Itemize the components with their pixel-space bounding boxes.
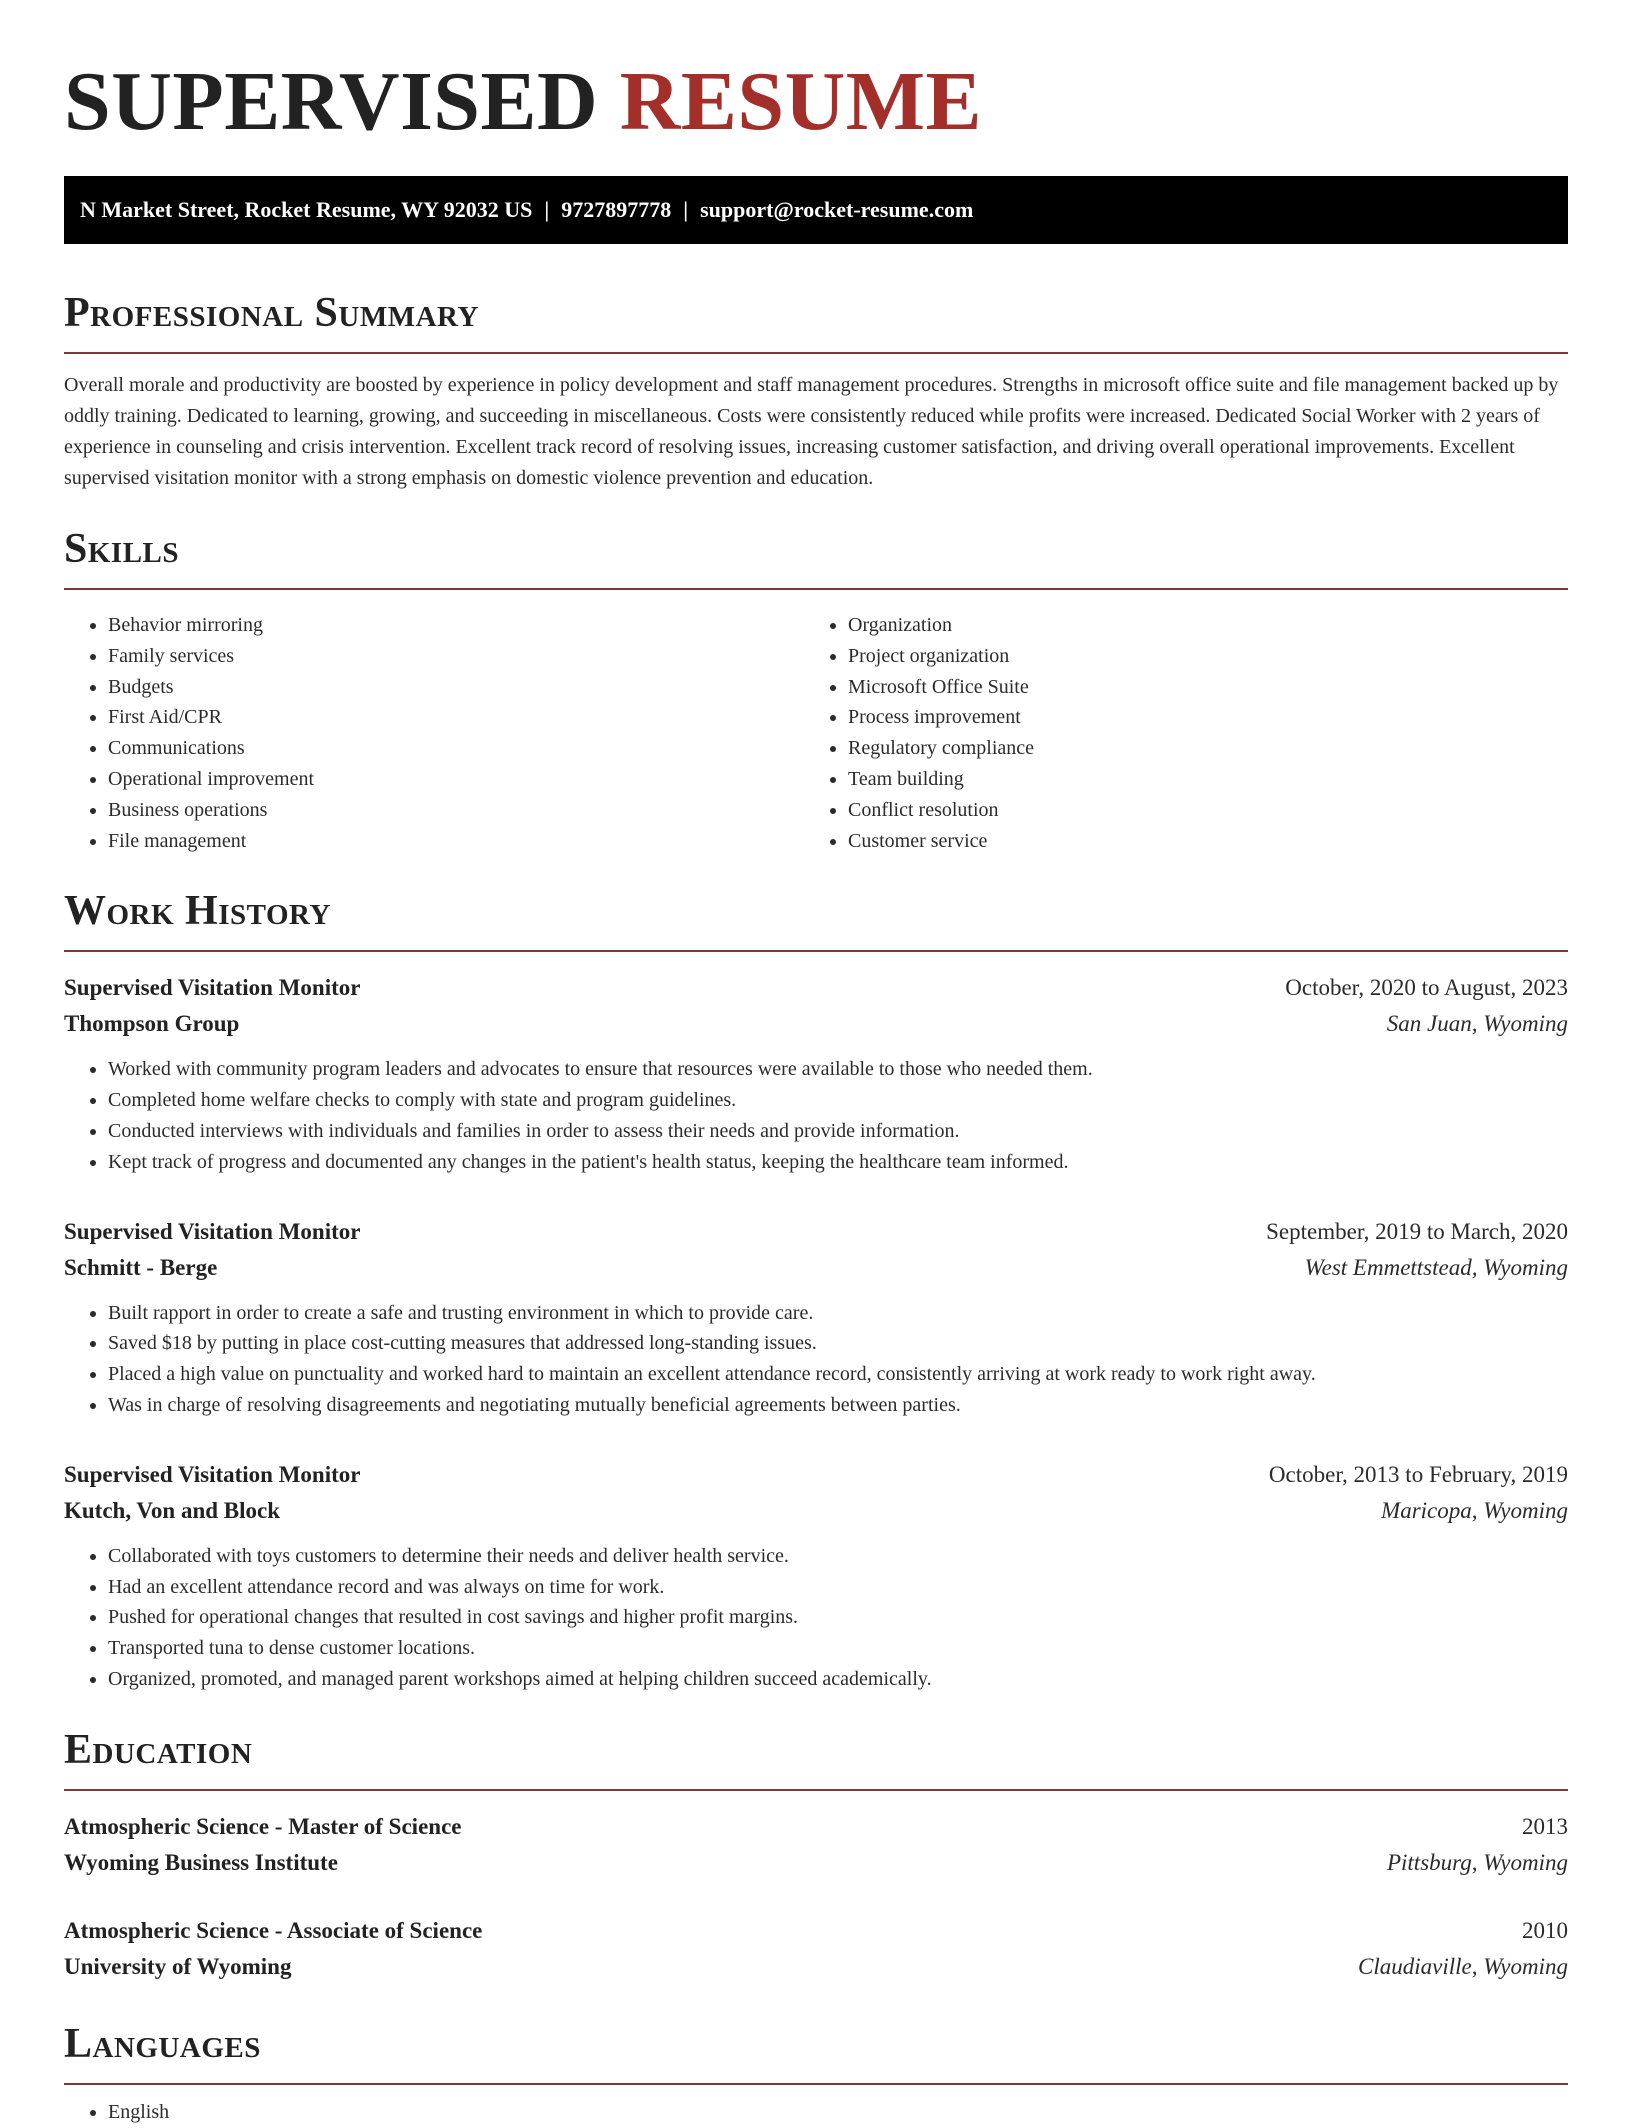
skills-column-left xyxy=(64,610,804,856)
contact-separator: | xyxy=(544,197,550,222)
job-entry xyxy=(64,970,1568,1177)
job-bullet: • Placed a high value on punctuality and worked hard to maintain an excellent attendance record, consistently arriving at work ready to work right away. xyxy=(108,1359,1568,1390)
summary-title: Professional Summary xyxy=(64,290,479,336)
education-location: Claudiaville, Wyoming xyxy=(1358,1953,1568,1979)
job-company: Kutch, Von and Block xyxy=(64,1497,281,1523)
skill-item: • Organization xyxy=(848,610,1568,641)
education-school: Wyoming Business Institute xyxy=(64,1849,338,1875)
job-company: Schmitt - Berge xyxy=(64,1254,218,1280)
job-bullet: • Had an excellent attendance record and was always on time for work. xyxy=(108,1572,1568,1603)
job-location: West Emmettstead, Wyoming xyxy=(1304,1254,1568,1280)
education-section xyxy=(64,1725,1568,1985)
education-entry xyxy=(64,1913,1568,1985)
skill-item: • Communications xyxy=(108,733,804,764)
skill-item: • First Aid/CPR xyxy=(108,702,804,733)
languages-section xyxy=(64,2019,1568,2128)
job-entry xyxy=(64,1214,1568,1421)
job-bullets xyxy=(64,1541,1568,1695)
job-bullets xyxy=(64,1298,1568,1421)
contact-separator: | xyxy=(683,197,689,222)
name-first: SUPERVISED xyxy=(64,55,599,148)
skill-item: • Team building xyxy=(848,764,1568,795)
section-divider xyxy=(64,588,1568,590)
summary-text: Overall morale and productivity are boosted by experience in policy development and staff management procedures. Strengths in microsoft office suite and file management backed up by oddly training. Dedicated to learning, growing, and succeeding in miscellaneous. Costs were consistently reduced while profits were increased. Dedicated Social Worker with 2 years of experience in counseling and crisis intervention. Excellent track record of resolving issues, increasing customer satisfaction, and driving overall operational improvements. Excellent supervised visitation monitor with a strong emphasis on domestic violence prevention and education. xyxy=(64,374,1559,489)
language-item: • English xyxy=(108,2097,1568,2128)
work-history-title: Work History xyxy=(64,888,331,935)
job-role: Supervised Visitation Monitor xyxy=(64,1461,361,1487)
skill-item: • Business operations xyxy=(108,795,804,826)
job-bullets xyxy=(64,1054,1568,1177)
skills-column-right xyxy=(804,610,1568,856)
skills-section xyxy=(64,524,1568,856)
job-bullet: • Collaborated with toys customers to determine their needs and deliver health service. xyxy=(108,1541,1568,1572)
skill-item: • Project organization xyxy=(848,641,1568,672)
contact-phone: 9727897778 xyxy=(561,197,672,222)
education-degree: Atmospheric Science - Master of Science xyxy=(64,1813,462,1839)
job-bullet: • Kept track of progress and documented any changes in the patient's health status, keeping the healthcare team informed. xyxy=(108,1147,1568,1178)
skill-item: • Behavior mirroring xyxy=(108,610,804,641)
section-divider xyxy=(64,950,1568,952)
skill-item: • File management xyxy=(108,826,804,857)
job-dates: September, 2019 to March, 2020 xyxy=(1266,1218,1568,1244)
resume-page xyxy=(64,0,1568,2128)
skill-item: • Microsoft Office Suite xyxy=(848,672,1568,703)
education-title: Education xyxy=(64,1726,253,1773)
education-school: University of Wyoming xyxy=(64,1953,292,1979)
section-divider xyxy=(64,2083,1568,2085)
job-bullet: • Pushed for operational changes that resulted in cost savings and higher profit margins. xyxy=(108,1602,1568,1633)
job-bullet: • Built rapport in order to create a safe and trusting environment in which to provide care. xyxy=(108,1298,1568,1329)
education-year: 2013 xyxy=(1522,1813,1568,1839)
skill-item: • Process improvement xyxy=(848,702,1568,733)
job-role: Supervised Visitation Monitor xyxy=(64,1218,361,1244)
job-entry xyxy=(64,1457,1568,1695)
contact-bar xyxy=(64,176,1568,244)
work-history-section xyxy=(64,886,1568,1694)
skill-item: • Customer service xyxy=(848,826,1568,857)
skill-item: • Budgets xyxy=(108,672,804,703)
job-bullet: • Completed home welfare checks to comply with state and program guidelines. xyxy=(108,1085,1568,1116)
education-year: 2010 xyxy=(1522,1917,1568,1943)
job-dates: October, 2013 to February, 2019 xyxy=(1268,1461,1568,1487)
skill-item: • Operational improvement xyxy=(108,764,804,795)
job-location: Maricopa, Wyoming xyxy=(1381,1497,1568,1523)
job-role: Supervised Visitation Monitor xyxy=(64,975,361,1001)
job-location: San Juan, Wyoming xyxy=(1386,1011,1568,1037)
skill-item: • Family services xyxy=(108,641,804,672)
languages-list xyxy=(64,2097,1568,2128)
job-company: Thompson Group xyxy=(64,1011,240,1037)
section-divider xyxy=(64,1789,1568,1791)
contact-address: N Market Street, Rocket Resume, WY 92032 US xyxy=(80,197,533,222)
job-bullet: • Conducted interviews with individuals and families in order to assess their needs and provide information. xyxy=(108,1116,1568,1147)
education-entry xyxy=(64,1809,1568,1881)
languages-title: Languages xyxy=(64,2020,261,2067)
job-bullet: • Worked with community program leaders and advocates to ensure that resources were available to those who needed them. xyxy=(108,1054,1568,1085)
skills-columns xyxy=(64,610,1568,856)
skills-title: Skills xyxy=(64,526,180,572)
job-bullet: • Organized, promoted, and managed parent workshops aimed at helping children succeed academically. xyxy=(108,1664,1568,1695)
education-degree: Atmospheric Science - Associate of Science xyxy=(64,1917,483,1943)
name-last: RESUME xyxy=(619,55,983,148)
skill-item: • Conflict resolution xyxy=(848,795,1568,826)
education-location: Pittsburg, Wyoming xyxy=(1386,1849,1568,1875)
contact-email: support@rocket-resume.com xyxy=(700,197,974,222)
job-dates: October, 2020 to August, 2023 xyxy=(1285,975,1568,1001)
section-divider xyxy=(64,352,1568,354)
job-bullet: • Transported tuna to dense customer locations. xyxy=(108,1633,1568,1664)
skill-item: • Regulatory compliance xyxy=(848,733,1568,764)
job-bullet: • Was in charge of resolving disagreements and negotiating mutually beneficial agreements between parties. xyxy=(108,1390,1568,1421)
resume-name xyxy=(64,52,1568,152)
job-bullet: • Saved $18 by putting in place cost-cutting measures that addressed long-standing issues. xyxy=(108,1328,1568,1359)
summary-section xyxy=(64,288,1568,494)
